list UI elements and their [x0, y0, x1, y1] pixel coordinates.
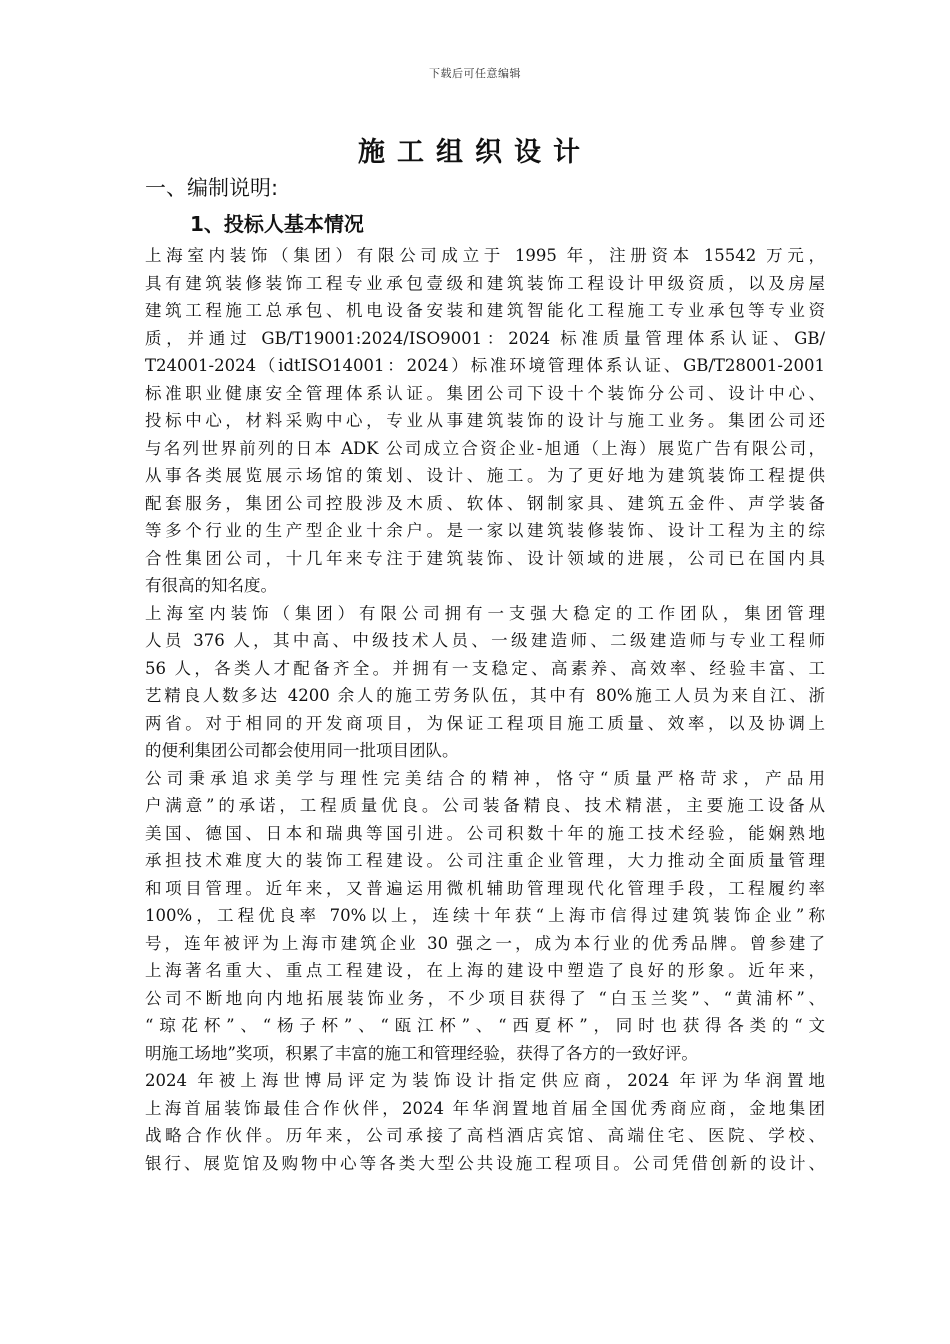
paragraph-line: 明施工场地”奖项，积累了丰富的施工和管理经验，获得了各方的一致好评。	[145, 1043, 698, 1063]
paragraph-line: 合性集团公司，十几年来专注于建筑装饰、设计领域的进展，公司已在国内具	[145, 548, 825, 568]
paragraph-line: 艺精良人数多达 4200 余人的施工劳务队伍，其中有 80%施工人员为来自江、浙	[145, 686, 825, 705]
paragraph-line: 号，连年被评为上海市建筑企业 30 强之一，成为本行业的优秀品牌。曾参建了	[145, 933, 825, 953]
document-body	[145, 242, 825, 1177]
paragraph-line: 上海首届装饰最佳合作伙伴，2024 年华润置地首届全国优秀商应商，金地集团	[145, 1098, 825, 1118]
section-heading: 一、编制说明:	[145, 176, 279, 200]
paragraph-line: 56 人，各类人才配备齐全。并拥有一支稳定、高素养、高效率、经验丰富、工	[145, 658, 825, 678]
paragraph	[145, 1067, 825, 1177]
paragraph	[145, 600, 825, 765]
paragraph-line: 上海室内装饰（集团）有限公司成立于 1995 年，注册资本 15542 万元，	[145, 246, 825, 265]
paragraph-line: 有很高的知名度。	[145, 576, 277, 595]
paragraph-line: 人员 376 人，其中高、中级技术人员、一级建造师、二级建造师与专业工程师	[145, 631, 825, 650]
document-title: 施工组织设计	[358, 137, 592, 168]
paragraph-line: 户满意”的承诺，工程质量优良。公司装备精良、技术精湛，主要施工设备从	[145, 796, 825, 815]
subsection-heading: 1、投标人基本情况	[190, 212, 364, 236]
paragraph-line: 标准职业健康安全管理体系认证。集团公司下设十个装饰分公司、设计中心、	[145, 383, 825, 403]
paragraph-line: 和项目管理。近年来，又普遍运用微机辅助管理现代化管理手段，工程履约率	[145, 878, 825, 898]
paragraph-line: 美国、德国、日本和瑞典等国引进。公司积数十年的施工技术经验，能娴熟地	[145, 823, 825, 843]
paragraph	[145, 765, 825, 1068]
paragraph-line: “琼花杯”、“杨子杯”、“瓯江杯”、“西夏杯”，同时也获得各类的“文	[145, 1016, 825, 1035]
paragraph-line: 的便利集团公司都会使用同一批项目团队。	[145, 741, 459, 760]
paragraph-line: 配套服务，集团公司控股涉及木质、软体、钢制家具、建筑五金件、声学装备	[145, 493, 825, 513]
paragraph-line: 从事各类展览展示场馆的策划、设计、施工。为了更好地为建筑装饰工程提供	[145, 466, 825, 485]
paragraph-line: 与名列世界前列的日本 ADK 公司成立合资企业-旭通（上海）展览广告有限公司，	[145, 438, 825, 458]
paragraph-line: T24001-2024（idtISO14001：2024）标准环境管理体系认证、GB/T28001-2001	[145, 356, 825, 375]
paragraph-line: 具有建筑装修装饰工程专业承包壹级和建筑装饰工程设计甲级资质，以及房屋	[145, 273, 825, 293]
paragraph	[145, 242, 825, 600]
paragraph-line: 公司不断地向内地拓展装饰业务，不少项目获得了 “白玉兰奖”、“黄浦杯”、	[145, 988, 825, 1008]
paragraph-line: 等多个行业的生产型企业十余户。是一家以建筑装修装饰、设计工程为主的综	[145, 521, 825, 540]
paragraph-line: 上海室内装饰（集团）有限公司拥有一支强大稳定的工作团队，集团管理	[145, 603, 825, 623]
page-header-note: 下载后可任意编辑	[429, 67, 521, 80]
paragraph-line: 战略合作伙伴。历年来，公司承接了高档酒店宾馆、高端住宅、医院、学校、	[145, 1126, 825, 1145]
paragraph-line: 上海著名重大、重点工程建设，在上海的建设中塑造了良好的形象。近年来，	[145, 961, 825, 980]
paragraph-line: 银行、展览馆及购物中心等各类大型公共设施工程项目。公司凭借创新的设计、	[145, 1153, 825, 1173]
paragraph-line: 100%，工程优良率 70%以上，连续十年获“上海市信得过建筑装饰企业”称	[145, 906, 825, 925]
paragraph-line: 质，并通过 GB/T19001:2024/ISO9001：2024 标准质量管理体系认证、GB/	[145, 328, 825, 348]
paragraph-line: 建筑工程施工总承包、机电设备安装和建筑智能化工程施工专业承包等专业资	[145, 301, 825, 320]
paragraph-line: 公司秉承追求美学与理性完美结合的精神，恪守“质量严格苛求，产品用	[145, 768, 825, 788]
paragraph-line: 2024 年被上海世博局评定为装饰设计指定供应商，2024 年评为华润置地	[145, 1071, 825, 1090]
paragraph-line: 承担技术难度大的装饰工程建设。公司注重企业管理，大力推动全面质量管理	[145, 851, 825, 870]
paragraph-line: 两省。对于相同的开发商项目，为保证工程项目施工质量、效率，以及协调上	[145, 713, 825, 733]
paragraph-line: 投标中心，材料采购中心，专业从事建筑装饰的设计与施工业务。集团公司还	[145, 411, 825, 430]
